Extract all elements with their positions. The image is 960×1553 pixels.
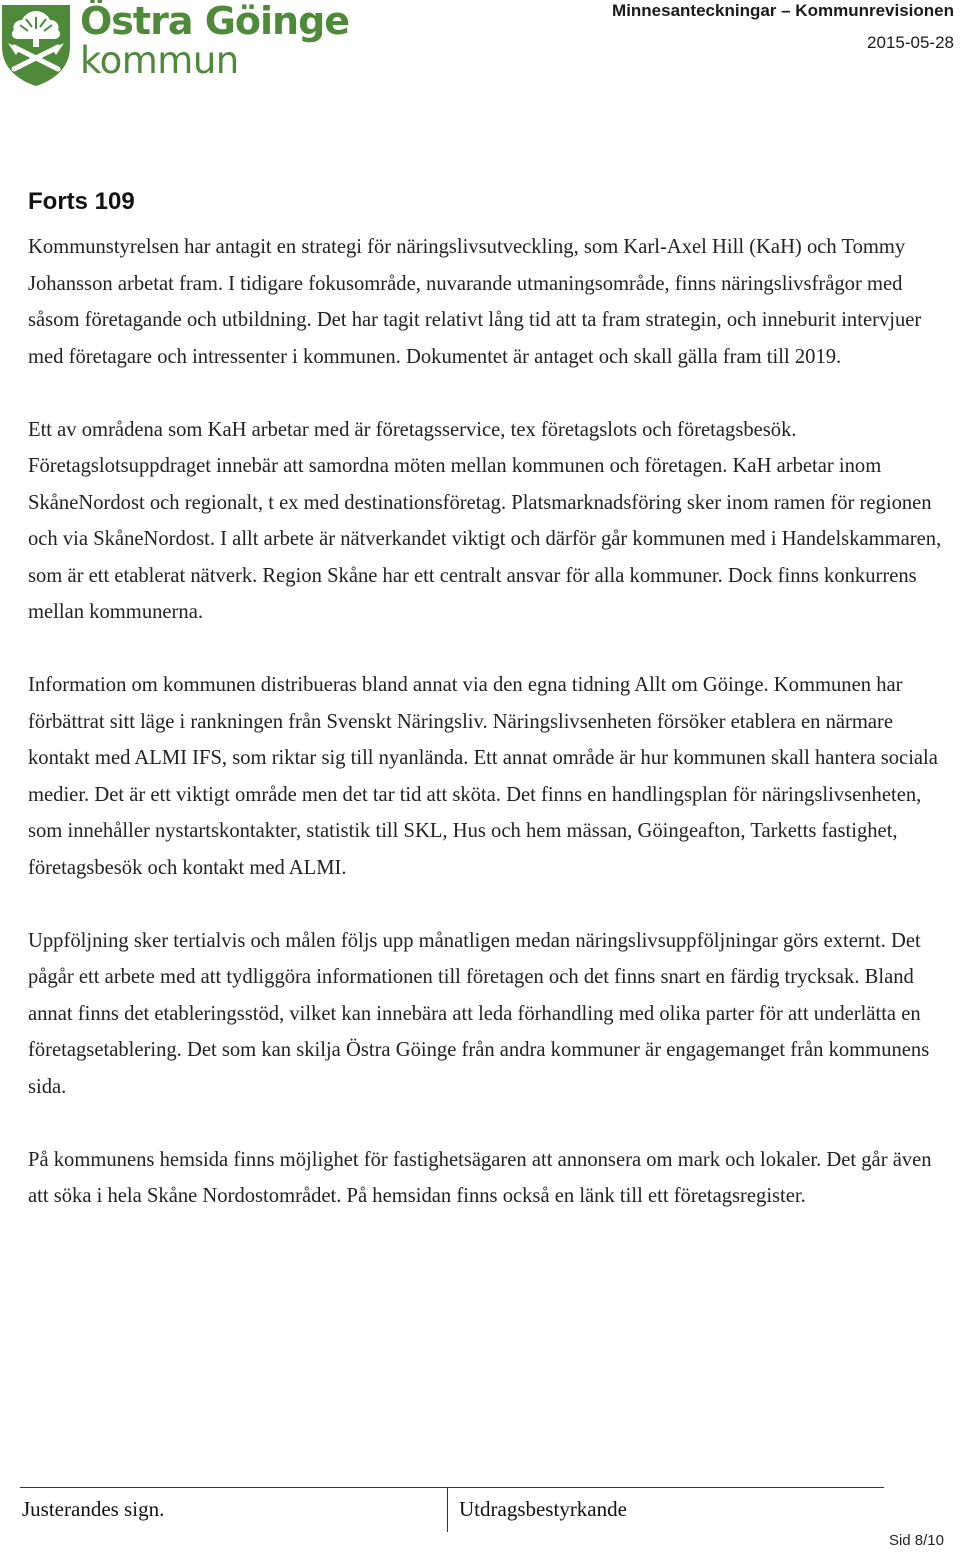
paragraph-1: Kommunstyrelsen har antagit en strategi för näringslivsutveckling, som Karl-Axel Hill (KaH) och Tommy Johansson arbetat fram. I tidigare fokusområde, nuvarande utmaningsområde, finns näringslivsfrågor med såsom företagande och utbildning. Det har tagit relativt lång tid att ta fram strategin, och inneburit intervjuer med företagare och intressenter i kommunen. Dokumentet är antaget och skall gälla fram till 2019. — [28, 236, 922, 368]
page-number: Sid 8/10 — [888, 1532, 944, 1549]
footer-justerandes-sign: Justerandes sign. — [22, 1497, 165, 1521]
logo-wordmark-line2: kommun — [80, 39, 239, 82]
document-title: Minnesanteckningar – Kommunrevisionen — [612, 1, 954, 20]
paragraph-2: Ett av områdena som KaH arbetar med är företagsservice, tex företagslots och företagsbesök. Företagslotsuppdraget innebär att samordna möten mellan kommunen och företagen. KaH arbetar inom SkåneNordost och regionalt, t ex med destinationsföretag. Platsmarknadsföring sker inom ramen för regionen och via SkåneNordost. I allt arbete är nätverkandet viktigt och därför går kommunen med i Handelskammaren, som är ett etablerat nätverk. Region Skåne har ett centralt ansvar för alla kommuner. Dock finns konkurrens mellan kommunerna. — [28, 418, 942, 623]
municipality-logo — [0, 0, 350, 89]
document-date: 2015-05-28 — [867, 33, 954, 52]
signature-footer — [20, 1487, 884, 1534]
section-heading: Forts 109 — [28, 188, 135, 215]
paragraph-3: Information om kommunen distribueras bland annat via den egna tidning Allt om Göinge. Kommunen har förbättrat sitt läge i rankningen från Svenskt Näringsliv. Näringslivsenheten försöker etablera en närmare kontakt med ALMI IFS, som riktar sig till nyanlända. Ett annat område är hur kommunen skall hantera sociala medier. Det är ett viktigt område men det tar tid att sköta. Det finns en handlingsplan för näringslivsenheten, som innehåller nystartskontakter, statistik till SKL, Hus och hem mässan, Göingeafton, Tarketts fastighet, företagsbesök och kontakt med ALMI. — [28, 674, 938, 879]
paragraph-5: På kommunens hemsida finns möjlighet för fastighetsägaren att annonsera om mark och lokaler. Det går även att söka i hela Skåne Nordostområdet. På hemsidan finns också en länk till ett företagsregister. — [28, 1148, 932, 1207]
document-body — [28, 229, 948, 1251]
paragraph-4: Uppföljning sker tertialvis och målen följs upp månatligen medan näringslivsuppföljningar görs externt. Det pågår ett arbete med att tydliggöra informationen till företagen och det finns snart en färdig trycksak. Bland annat finns det etableringsstöd, vilket kan innebära att leda förhandling med olika parter för att underlätta en företagsetablering. Det som kan skilja Östra Göinge från andra kommuner är engagemanget från kommunens sida. — [28, 929, 930, 1098]
coat-of-arms-icon — [0, 3, 72, 87]
footer-utdragsbestyrkande: Utdragsbestyrkande — [459, 1497, 627, 1521]
footer-divider — [447, 1488, 448, 1532]
document-header — [612, 0, 954, 54]
logo-wordmark-line1: Östra Göinge — [80, 0, 350, 43]
